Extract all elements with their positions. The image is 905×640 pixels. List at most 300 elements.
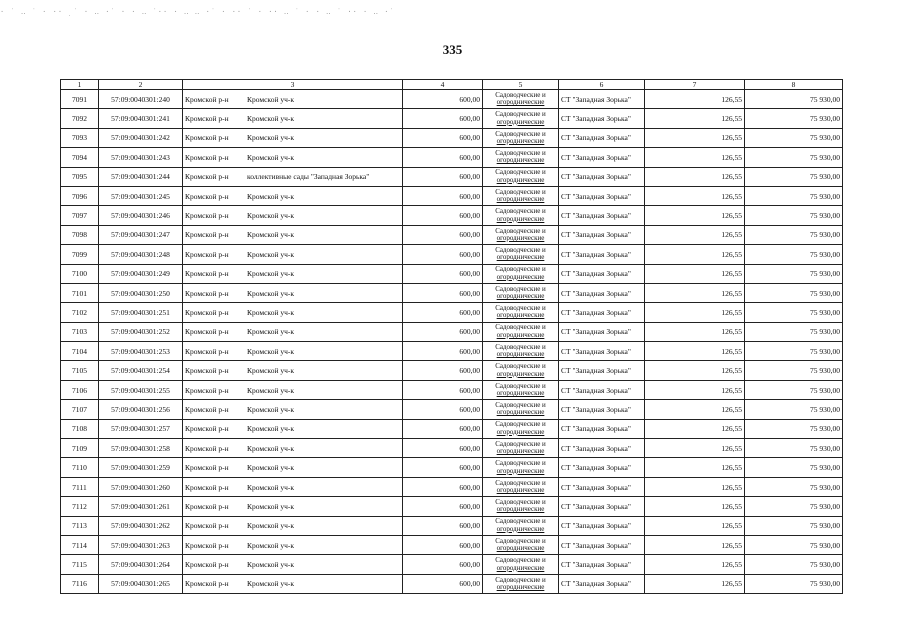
- district-name: Кромской р-н: [185, 521, 229, 531]
- owner-name: СТ "Западная Зорька": [559, 322, 645, 341]
- cadastral-number: 57:09:0040301:252: [99, 322, 183, 341]
- column-header: 4: [403, 80, 483, 90]
- table-row: [61, 439, 843, 458]
- cadastral-number: 57:09:0040301:263: [99, 535, 183, 554]
- owner-name: СТ "Западная Зорька": [559, 148, 645, 167]
- land-use-cell: [483, 400, 559, 419]
- place-name: Кромской уч-к: [247, 424, 294, 434]
- land-use-line-2: огороднические: [496, 272, 545, 281]
- location-cell: [183, 186, 403, 205]
- land-use-cell: [483, 535, 559, 554]
- land-use-line-2: огороднические: [496, 253, 545, 262]
- row-number: 7093: [61, 128, 99, 147]
- owner-name: СТ "Западная Зорька": [559, 128, 645, 147]
- land-use-line-2: огороднические: [496, 563, 545, 572]
- cadastral-number: 57:09:0040301:241: [99, 109, 183, 128]
- cadastral-number: 57:09:0040301:248: [99, 245, 183, 264]
- land-use-line-2: огороднические: [496, 311, 545, 320]
- cadastral-number: 57:09:0040301:255: [99, 380, 183, 399]
- district-name: Кромской р-н: [185, 346, 229, 356]
- location-cell: [183, 361, 403, 380]
- cadastral-number: 57:09:0040301:251: [99, 303, 183, 322]
- specific-cadastral-value: 126,55: [645, 303, 745, 322]
- cadastral-number: 57:09:0040301:243: [99, 148, 183, 167]
- land-use-line-2: огороднические: [496, 389, 545, 398]
- cadastral-value: 75 930,00: [745, 380, 843, 399]
- owner-name: СТ "Западная Зорька": [559, 225, 645, 244]
- place-name: Кромской уч-к: [247, 152, 294, 162]
- table-row: [61, 458, 843, 477]
- cadastral-number: 57:09:0040301:244: [99, 167, 183, 186]
- table-row: [61, 497, 843, 516]
- area-value: 600,00: [403, 303, 483, 322]
- district-name: Кромской р-н: [185, 152, 229, 162]
- specific-cadastral-value: 126,55: [645, 419, 745, 438]
- land-use-cell: [483, 419, 559, 438]
- row-number: 7096: [61, 186, 99, 205]
- land-use-line-2: огороднические: [496, 427, 545, 436]
- cadastral-number: 57:09:0040301:261: [99, 497, 183, 516]
- table-row: [61, 148, 843, 167]
- land-use-cell: [483, 574, 559, 593]
- location-cell: [183, 342, 403, 361]
- specific-cadastral-value: 126,55: [645, 225, 745, 244]
- cadastral-number: 57:09:0040301:265: [99, 574, 183, 593]
- table-row: [61, 574, 843, 593]
- table-row: [61, 342, 843, 361]
- land-use-line-2: огороднические: [496, 214, 545, 223]
- header-row: [61, 80, 843, 90]
- land-use-cell: [483, 264, 559, 283]
- cadastral-number: 57:09:0040301:264: [99, 555, 183, 574]
- cadastral-value: 75 930,00: [745, 109, 843, 128]
- land-use-line-1: Садоводческие и: [495, 90, 546, 99]
- district-name: Кромской р-н: [185, 133, 229, 143]
- table-row: [61, 283, 843, 302]
- land-use-cell: [483, 380, 559, 399]
- cadastral-number: 57:09:0040301:257: [99, 419, 183, 438]
- row-number: 7111: [61, 477, 99, 496]
- row-number: 7092: [61, 109, 99, 128]
- table-row: [61, 206, 843, 225]
- land-use-line-1: Садоводческие и: [495, 362, 546, 371]
- table-row: [61, 225, 843, 244]
- place-name: Кромской уч-к: [247, 307, 294, 317]
- owner-name: СТ "Западная Зорька": [559, 439, 645, 458]
- area-value: 600,00: [403, 186, 483, 205]
- land-use-line-1: Садоводческие и: [495, 304, 546, 313]
- land-use-cell: [483, 342, 559, 361]
- land-use-line-2: огороднические: [496, 98, 545, 107]
- area-value: 600,00: [403, 497, 483, 516]
- table-row: [61, 303, 843, 322]
- place-name: Кромской уч-к: [247, 114, 294, 124]
- location-cell: [183, 90, 403, 109]
- place-name: Кромской уч-к: [247, 501, 294, 511]
- district-name: Кромской р-н: [185, 424, 229, 434]
- owner-name: СТ "Западная Зорька": [559, 206, 645, 225]
- owner-name: СТ "Западная Зорька": [559, 574, 645, 593]
- row-number: 7099: [61, 245, 99, 264]
- location-cell: [183, 439, 403, 458]
- land-use-cell: [483, 167, 559, 186]
- cadastral-number: 57:09:0040301:262: [99, 516, 183, 535]
- area-value: 600,00: [403, 458, 483, 477]
- cadastral-value: 75 930,00: [745, 128, 843, 147]
- specific-cadastral-value: 126,55: [645, 322, 745, 341]
- row-number: 7106: [61, 380, 99, 399]
- land-use-line-1: Садоводческие и: [495, 110, 546, 119]
- area-value: 600,00: [403, 361, 483, 380]
- place-name: Кромской уч-к: [247, 94, 294, 104]
- area-value: 600,00: [403, 574, 483, 593]
- specific-cadastral-value: 126,55: [645, 400, 745, 419]
- land-use-line-2: огороднические: [496, 466, 545, 475]
- row-number: 7103: [61, 322, 99, 341]
- location-cell: [183, 535, 403, 554]
- table-row: [61, 264, 843, 283]
- cadastral-number: 57:09:0040301:258: [99, 439, 183, 458]
- row-number: 7110: [61, 458, 99, 477]
- place-name: Кромской уч-к: [247, 346, 294, 356]
- area-value: 600,00: [403, 225, 483, 244]
- area-value: 600,00: [403, 535, 483, 554]
- column-header: 3: [183, 80, 403, 90]
- cadastral-number: 57:09:0040301:242: [99, 128, 183, 147]
- location-cell: [183, 516, 403, 535]
- district-name: Кромской р-н: [185, 463, 229, 473]
- land-use-line-1: Садоводческие и: [495, 420, 546, 429]
- cadastral-value: 75 930,00: [745, 458, 843, 477]
- location-cell: [183, 303, 403, 322]
- district-name: Кромской р-н: [185, 560, 229, 570]
- area-value: 600,00: [403, 516, 483, 535]
- land-use-cell: [483, 497, 559, 516]
- land-use-line-2: огороднические: [496, 117, 545, 126]
- cadastral-value: 75 930,00: [745, 303, 843, 322]
- district-name: Кромской р-н: [185, 482, 229, 492]
- place-name: Кромской уч-к: [247, 443, 294, 453]
- table-row: [61, 167, 843, 186]
- district-name: Кромской р-н: [185, 307, 229, 317]
- district-name: Кромской р-н: [185, 191, 229, 201]
- area-value: 600,00: [403, 109, 483, 128]
- cadastral-value: 75 930,00: [745, 400, 843, 419]
- specific-cadastral-value: 126,55: [645, 148, 745, 167]
- cadastral-number: 57:09:0040301:245: [99, 186, 183, 205]
- district-name: Кромской р-н: [185, 579, 229, 589]
- land-use-line-2: огороднические: [496, 524, 545, 533]
- table-row: [61, 186, 843, 205]
- district-name: Кромской р-н: [185, 230, 229, 240]
- specific-cadastral-value: 126,55: [645, 555, 745, 574]
- place-name: Кромской уч-к: [247, 269, 294, 279]
- area-value: 600,00: [403, 342, 483, 361]
- specific-cadastral-value: 126,55: [645, 516, 745, 535]
- land-use-cell: [483, 186, 559, 205]
- area-value: 600,00: [403, 477, 483, 496]
- owner-name: СТ "Западная Зорька": [559, 283, 645, 302]
- column-header: 5: [483, 80, 559, 90]
- district-name: Кромской р-н: [185, 501, 229, 511]
- owner-name: СТ "Западная Зорька": [559, 516, 645, 535]
- cadastral-number: 57:09:0040301:240: [99, 90, 183, 109]
- land-use-cell: [483, 148, 559, 167]
- owner-name: СТ "Западная Зорька": [559, 245, 645, 264]
- area-value: 600,00: [403, 322, 483, 341]
- place-name: Кромской уч-к: [247, 327, 294, 337]
- row-number: 7101: [61, 283, 99, 302]
- land-use-line-2: огороднические: [496, 447, 545, 456]
- cadastral-value: 75 930,00: [745, 245, 843, 264]
- scan-artifact-strip: · ˙ ‥ ˙ · ·· ̣ ˙ · ‥ ·˙ · · ‥ ˙·· · ‥ ‥ ·˙ · ·· ˙ · ·· ‥ ˙ · · ‥ ˙ ·· · ‥ ·˙: [0, 8, 395, 16]
- specific-cadastral-value: 126,55: [645, 497, 745, 516]
- land-use-line-2: огороднические: [496, 292, 545, 301]
- specific-cadastral-value: 126,55: [645, 245, 745, 264]
- column-header: 8: [745, 80, 843, 90]
- land-use-line-2: огороднические: [496, 505, 545, 514]
- specific-cadastral-value: 126,55: [645, 361, 745, 380]
- row-number: 7116: [61, 574, 99, 593]
- cadastral-value: 75 930,00: [745, 322, 843, 341]
- row-number: 7097: [61, 206, 99, 225]
- area-value: 600,00: [403, 555, 483, 574]
- location-cell: [183, 458, 403, 477]
- cadastral-value: 75 930,00: [745, 477, 843, 496]
- place-name: Кромской уч-к: [247, 366, 294, 376]
- table-row: [61, 535, 843, 554]
- land-use-line-1: Садоводческие и: [495, 245, 546, 254]
- land-use-line-1: Садоводческие и: [495, 226, 546, 235]
- cadastral-number: 57:09:0040301:250: [99, 283, 183, 302]
- location-cell: [183, 555, 403, 574]
- specific-cadastral-value: 126,55: [645, 535, 745, 554]
- district-name: Кромской р-н: [185, 249, 229, 259]
- area-value: 600,00: [403, 206, 483, 225]
- place-name: Кромской уч-к: [247, 385, 294, 395]
- cadastral-value: 75 930,00: [745, 186, 843, 205]
- specific-cadastral-value: 126,55: [645, 264, 745, 283]
- owner-name: СТ "Западная Зорька": [559, 458, 645, 477]
- table-row: [61, 245, 843, 264]
- area-value: 600,00: [403, 128, 483, 147]
- district-name: Кромской р-н: [185, 443, 229, 453]
- cadastral-value: 75 930,00: [745, 283, 843, 302]
- owner-name: СТ "Западная Зорька": [559, 419, 645, 438]
- place-name: Кромской уч-к: [247, 463, 294, 473]
- row-number: 7102: [61, 303, 99, 322]
- owner-name: СТ "Западная Зорька": [559, 109, 645, 128]
- owner-name: СТ "Западная Зорька": [559, 477, 645, 496]
- specific-cadastral-value: 126,55: [645, 439, 745, 458]
- location-cell: [183, 322, 403, 341]
- land-use-cell: [483, 128, 559, 147]
- location-cell: [183, 400, 403, 419]
- cadastral-value: 75 930,00: [745, 225, 843, 244]
- table-row: [61, 400, 843, 419]
- location-cell: [183, 264, 403, 283]
- row-number: 7098: [61, 225, 99, 244]
- land-use-line-1: Садоводческие и: [495, 323, 546, 332]
- cadastral-value: 75 930,00: [745, 555, 843, 574]
- land-use-line-1: Садоводческие и: [495, 575, 546, 584]
- place-name: Кромской уч-к: [247, 288, 294, 298]
- column-header: 1: [61, 80, 99, 90]
- land-use-cell: [483, 458, 559, 477]
- land-use-cell: [483, 477, 559, 496]
- row-number: 7112: [61, 497, 99, 516]
- table-body: [61, 90, 843, 594]
- owner-name: СТ "Западная Зорька": [559, 535, 645, 554]
- table-row: [61, 380, 843, 399]
- land-use-cell: [483, 516, 559, 535]
- land-use-line-1: Садоводческие и: [495, 187, 546, 196]
- land-use-line-1: Садоводческие и: [495, 556, 546, 565]
- place-name: Кромской уч-к: [247, 579, 294, 589]
- land-use-line-2: огороднические: [496, 175, 545, 184]
- land-use-line-1: Садоводческие и: [495, 207, 546, 216]
- district-name: Кромской р-н: [185, 94, 229, 104]
- owner-name: СТ "Западная Зорька": [559, 342, 645, 361]
- area-value: 600,00: [403, 148, 483, 167]
- cadastral-number: 57:09:0040301:249: [99, 264, 183, 283]
- land-use-line-2: огороднические: [496, 233, 545, 242]
- location-cell: [183, 245, 403, 264]
- location-cell: [183, 128, 403, 147]
- land-use-line-2: огороднические: [496, 195, 545, 204]
- district-name: Кромской р-н: [185, 288, 229, 298]
- area-value: 600,00: [403, 380, 483, 399]
- land-use-line-1: Садоводческие и: [495, 168, 546, 177]
- land-parcel-register-table: [60, 79, 843, 594]
- owner-name: СТ "Западная Зорька": [559, 400, 645, 419]
- owner-name: СТ "Западная Зорька": [559, 497, 645, 516]
- area-value: 600,00: [403, 439, 483, 458]
- land-use-cell: [483, 206, 559, 225]
- land-use-cell: [483, 322, 559, 341]
- location-cell: [183, 167, 403, 186]
- cadastral-value: 75 930,00: [745, 497, 843, 516]
- cadastral-value: 75 930,00: [745, 342, 843, 361]
- specific-cadastral-value: 126,55: [645, 574, 745, 593]
- land-use-line-1: Садоводческие и: [495, 381, 546, 390]
- location-cell: [183, 225, 403, 244]
- land-use-cell: [483, 439, 559, 458]
- table-row: [61, 555, 843, 574]
- place-name: коллективные сады "Западная Зорька": [247, 172, 370, 182]
- cadastral-number: 57:09:0040301:246: [99, 206, 183, 225]
- place-name: Кромской уч-к: [247, 521, 294, 531]
- table-row: [61, 361, 843, 380]
- owner-name: СТ "Западная Зорька": [559, 264, 645, 283]
- cadastral-number: 57:09:0040301:256: [99, 400, 183, 419]
- owner-name: СТ "Западная Зорька": [559, 380, 645, 399]
- row-number: 7107: [61, 400, 99, 419]
- row-number: 7095: [61, 167, 99, 186]
- specific-cadastral-value: 126,55: [645, 167, 745, 186]
- specific-cadastral-value: 126,55: [645, 128, 745, 147]
- table-row: [61, 419, 843, 438]
- owner-name: СТ "Западная Зорька": [559, 555, 645, 574]
- land-use-line-1: Садоводческие и: [495, 342, 546, 351]
- location-cell: [183, 419, 403, 438]
- place-name: Кромской уч-к: [247, 211, 294, 221]
- land-use-line-1: Садоводческие и: [495, 284, 546, 293]
- district-name: Кромской р-н: [185, 269, 229, 279]
- cadastral-value: 75 930,00: [745, 516, 843, 535]
- area-value: 600,00: [403, 400, 483, 419]
- cadastral-value: 75 930,00: [745, 535, 843, 554]
- table-row: [61, 90, 843, 109]
- row-number: 7105: [61, 361, 99, 380]
- specific-cadastral-value: 126,55: [645, 283, 745, 302]
- cadastral-number: 57:09:0040301:254: [99, 361, 183, 380]
- area-value: 600,00: [403, 419, 483, 438]
- location-cell: [183, 574, 403, 593]
- row-number: 7091: [61, 90, 99, 109]
- land-use-line-1: Садоводческие и: [495, 478, 546, 487]
- place-name: Кромской уч-к: [247, 482, 294, 492]
- cadastral-value: 75 930,00: [745, 439, 843, 458]
- district-name: Кромской р-н: [185, 540, 229, 550]
- row-number: 7109: [61, 439, 99, 458]
- location-cell: [183, 148, 403, 167]
- place-name: Кромской уч-к: [247, 133, 294, 143]
- location-cell: [183, 109, 403, 128]
- place-name: Кромской уч-к: [247, 249, 294, 259]
- owner-name: СТ "Западная Зорька": [559, 361, 645, 380]
- land-use-cell: [483, 109, 559, 128]
- row-number: 7104: [61, 342, 99, 361]
- cadastral-value: 75 930,00: [745, 206, 843, 225]
- land-use-line-2: огороднические: [496, 408, 545, 417]
- place-name: Кромской уч-к: [247, 230, 294, 240]
- land-use-cell: [483, 303, 559, 322]
- cadastral-number: 57:09:0040301:259: [99, 458, 183, 477]
- land-use-line-1: Садоводческие и: [495, 129, 546, 138]
- area-value: 600,00: [403, 264, 483, 283]
- land-use-line-2: огороднические: [496, 486, 545, 494]
- owner-name: СТ "Западная Зорька": [559, 303, 645, 322]
- place-name: Кромской уч-к: [247, 560, 294, 570]
- specific-cadastral-value: 126,55: [645, 90, 745, 109]
- location-cell: [183, 283, 403, 302]
- land-use-cell: [483, 555, 559, 574]
- land-use-line-2: огороднические: [496, 582, 545, 591]
- cadastral-value: 75 930,00: [745, 361, 843, 380]
- land-use-line-2: огороднические: [496, 330, 545, 339]
- cadastral-value: 75 930,00: [745, 264, 843, 283]
- district-name: Кромской р-н: [185, 172, 229, 182]
- district-name: Кромской р-н: [185, 404, 229, 414]
- cadastral-value: 75 930,00: [745, 419, 843, 438]
- row-number: 7113: [61, 516, 99, 535]
- table-row: [61, 109, 843, 128]
- land-use-line-1: Садоводческие и: [495, 517, 546, 526]
- place-name: Кромской уч-к: [247, 404, 294, 414]
- table-row: [61, 477, 843, 496]
- district-name: Кромской р-н: [185, 327, 229, 337]
- specific-cadastral-value: 126,55: [645, 206, 745, 225]
- specific-cadastral-value: 126,55: [645, 477, 745, 496]
- row-number: 7094: [61, 148, 99, 167]
- specific-cadastral-value: 126,55: [645, 458, 745, 477]
- land-use-line-2: огороднические: [496, 156, 545, 165]
- land-use-line-1: Садоводческие и: [495, 148, 546, 157]
- cadastral-number: 57:09:0040301:247: [99, 225, 183, 244]
- district-name: Кромской р-н: [185, 211, 229, 221]
- table-row: [61, 516, 843, 535]
